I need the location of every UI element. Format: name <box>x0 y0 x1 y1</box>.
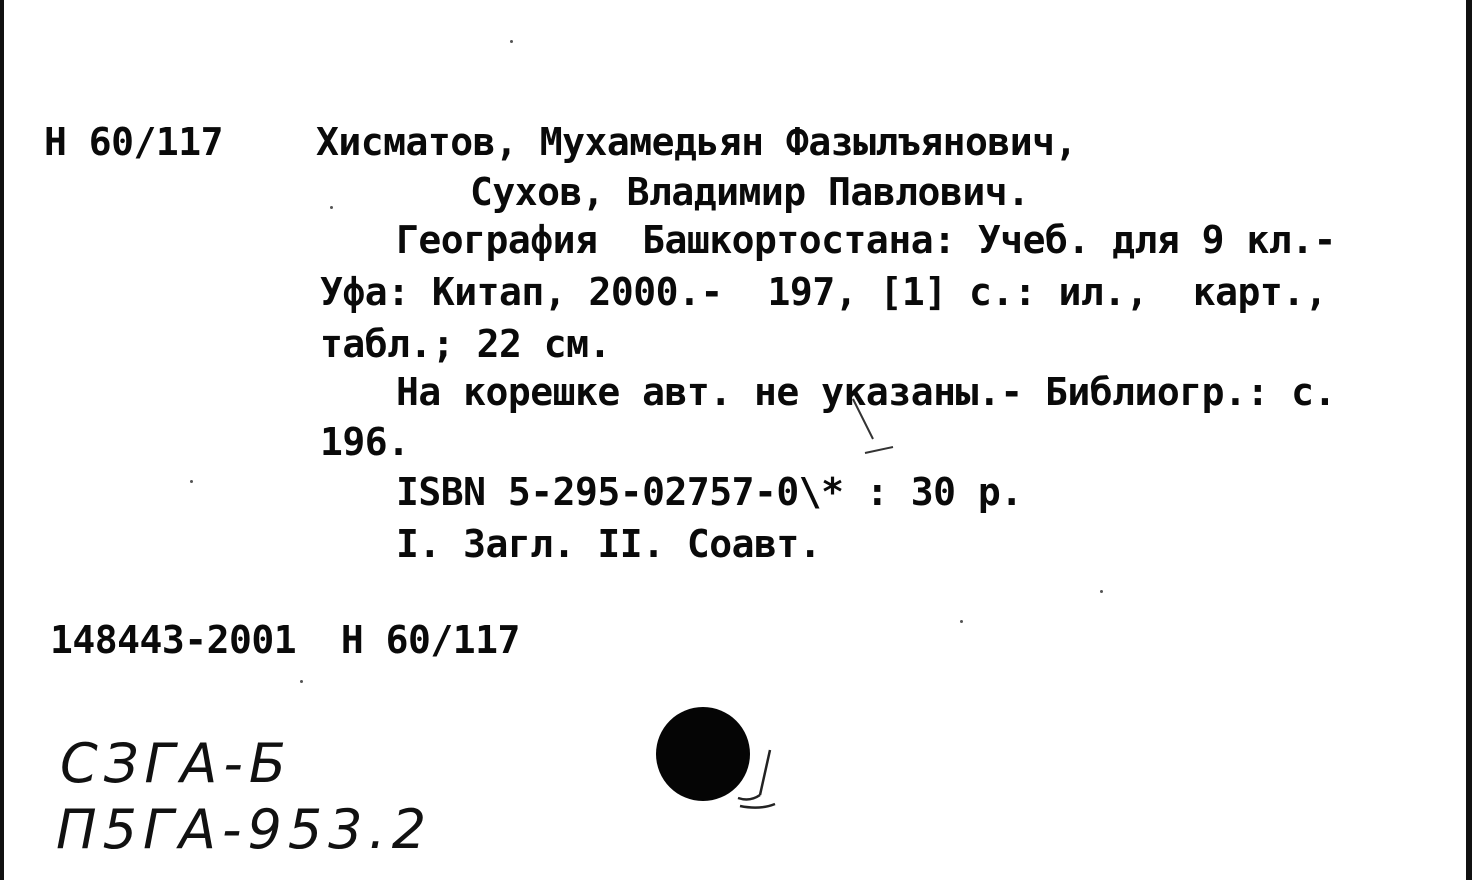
card-right-edge <box>1466 0 1472 880</box>
tracing-line: I. Загл. II. Соавт. <box>396 522 822 566</box>
speck <box>190 480 193 483</box>
handwritten-code-2: П5ГА-953.2 <box>56 798 433 861</box>
coauthor-heading: Сухов, Владимир Павлович. <box>470 170 1030 214</box>
note-line-1: На корешке авт. не указаны.- Библиогр.: с. <box>396 370 1336 414</box>
speck <box>1100 590 1103 593</box>
title-line-3: табл.; 22 см. <box>320 322 611 366</box>
handwritten-mark <box>720 740 800 820</box>
speck <box>960 620 963 623</box>
author-heading: Хисматов, Мухамедьян Фазылъянович, <box>316 120 1077 164</box>
speck <box>300 680 303 683</box>
handwritten-code-1: СЗГА-Б <box>60 732 292 795</box>
note-line-2: 196. <box>320 420 410 464</box>
speck <box>510 40 513 43</box>
speck <box>330 206 333 209</box>
isbn-line: ISBN 5-295-02757-0\* : 30 р. <box>396 470 1023 514</box>
pen-mark <box>845 395 905 465</box>
title-line-2: Уфа: Китап, 2000.- 197, [1] с.: ил., карт., <box>320 270 1328 314</box>
card-left-edge <box>0 0 4 880</box>
inventory-line: 148443-2001 Н 60/117 <box>50 618 520 662</box>
shelfmark: Н 60/117 <box>44 120 224 164</box>
title-line-1: География Башкортостана: Учеб. для 9 кл.- <box>396 218 1336 262</box>
